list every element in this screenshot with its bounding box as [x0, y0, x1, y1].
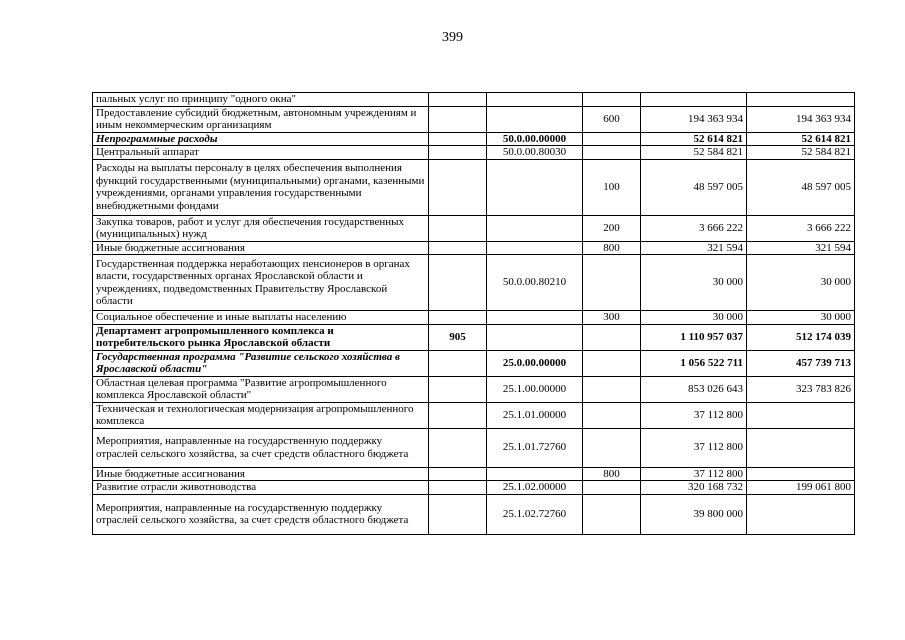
target-article-cell: 25.0.00.00000	[487, 350, 583, 376]
target-article-cell	[487, 241, 583, 255]
expense-type-cell	[583, 494, 641, 534]
amount-year2-cell	[747, 402, 855, 428]
table-row	[93, 132, 855, 146]
amount-year1-cell: 853 026 643	[641, 376, 747, 402]
target-article-cell	[487, 215, 583, 241]
amount-year2-cell	[747, 428, 855, 467]
ministry-code-cell	[429, 106, 487, 132]
target-article-cell: 50.0.00.00000	[487, 132, 583, 146]
expense-type-cell	[583, 132, 641, 146]
amount-year1-cell	[641, 93, 747, 107]
amount-year1-cell: 194 363 934	[641, 106, 747, 132]
table-row	[93, 255, 855, 311]
expense-type-cell: 200	[583, 215, 641, 241]
table-row	[93, 494, 855, 534]
ministry-code-cell	[429, 255, 487, 311]
expense-type-cell	[583, 428, 641, 467]
table-row	[93, 324, 855, 350]
ministry-code-cell	[429, 428, 487, 467]
ministry-code-cell	[429, 93, 487, 107]
target-article-cell: 50.0.00.80210	[487, 255, 583, 311]
table-row	[93, 402, 855, 428]
row-name-cell: пальных услуг по принципу "одного окна"	[93, 93, 429, 107]
amount-year2-cell	[747, 494, 855, 534]
expense-type-cell	[583, 402, 641, 428]
table-row	[93, 146, 855, 160]
target-article-cell	[487, 159, 583, 215]
row-name-cell: Закупка товаров, работ и услуг для обеспечения государственных (муниципальных) нужд	[93, 215, 429, 241]
amount-year1-cell: 37 112 800	[641, 428, 747, 467]
amount-year2-cell: 512 174 039	[747, 324, 855, 350]
amount-year2-cell: 30 000	[747, 311, 855, 325]
table-row	[93, 428, 855, 467]
expense-type-cell: 800	[583, 467, 641, 481]
expense-type-cell	[583, 376, 641, 402]
amount-year1-cell: 3 666 222	[641, 215, 747, 241]
table-row	[93, 93, 855, 107]
amount-year1-cell: 52 614 821	[641, 132, 747, 146]
ministry-code-cell	[429, 215, 487, 241]
amount-year2-cell: 3 666 222	[747, 215, 855, 241]
amount-year1-cell: 320 168 732	[641, 481, 747, 495]
expense-type-cell	[583, 324, 641, 350]
ministry-code-cell	[429, 467, 487, 481]
row-name-cell: Социальное обеспечение и иные выплаты населению	[93, 311, 429, 325]
row-name-cell: Расходы на выплаты персоналу в целях обеспечения выполнения функций государственными (муниципальными) органами, казенными учреждениями, органами управления государственными внебюджетными фондами	[93, 159, 429, 215]
row-name-cell: Иные бюджетные ассигнования	[93, 467, 429, 481]
expense-type-cell: 800	[583, 241, 641, 255]
amount-year2-cell: 321 594	[747, 241, 855, 255]
ministry-code-cell	[429, 481, 487, 495]
table-row	[93, 467, 855, 481]
target-article-cell	[487, 324, 583, 350]
row-name-cell: Государственная программа "Развитие сельского хозяйства в Ярославской области"	[93, 350, 429, 376]
expense-type-cell	[583, 146, 641, 160]
row-name-cell: Государственная поддержка неработающих пенсионеров в органах власти, государственных органах Ярославской области и учреждениях, подведомственных Правительству Ярославской области	[93, 255, 429, 311]
row-name-cell: Центральный аппарат	[93, 146, 429, 160]
target-article-cell: 25.1.01.72760	[487, 428, 583, 467]
ministry-code-cell	[429, 350, 487, 376]
ministry-code-cell	[429, 311, 487, 325]
target-article-cell: 50.0.00.80030	[487, 146, 583, 160]
expense-type-cell	[583, 255, 641, 311]
amount-year2-cell: 48 597 005	[747, 159, 855, 215]
amount-year1-cell: 1 110 957 037	[641, 324, 747, 350]
row-name-cell: Департамент агропромышленного комплекса и потребительского рынка Ярославской области	[93, 324, 429, 350]
ministry-code-cell: 905	[429, 324, 487, 350]
expense-type-cell: 300	[583, 311, 641, 325]
target-article-cell: 25.1.02.00000	[487, 481, 583, 495]
ministry-code-cell	[429, 494, 487, 534]
amount-year2-cell: 30 000	[747, 255, 855, 311]
amount-year2-cell: 199 061 800	[747, 481, 855, 495]
amount-year1-cell: 321 594	[641, 241, 747, 255]
amount-year1-cell: 48 597 005	[641, 159, 747, 215]
expense-type-cell	[583, 481, 641, 495]
table-row	[93, 159, 855, 215]
row-name-cell: Иные бюджетные ассигнования	[93, 241, 429, 255]
table-row	[93, 481, 855, 495]
target-article-cell: 25.1.01.00000	[487, 402, 583, 428]
expense-type-cell: 600	[583, 106, 641, 132]
table-row	[93, 215, 855, 241]
ministry-code-cell	[429, 241, 487, 255]
table-row	[93, 311, 855, 325]
row-name-cell: Развитие отрасли животноводства	[93, 481, 429, 495]
target-article-cell	[487, 467, 583, 481]
row-name-cell: Областная целевая программа "Развитие агропромышленного комплекса Ярославской области"	[93, 376, 429, 402]
row-name-cell: Предоставление субсидий бюджетным, автономным учреждениям и иным некоммерческим организациям	[93, 106, 429, 132]
amount-year1-cell: 30 000	[641, 311, 747, 325]
amount-year1-cell: 30 000	[641, 255, 747, 311]
target-article-cell: 25.1.02.72760	[487, 494, 583, 534]
amount-year1-cell: 37 112 800	[641, 402, 747, 428]
ministry-code-cell	[429, 132, 487, 146]
row-name-cell: Непрограммные расходы	[93, 132, 429, 146]
target-article-cell: 25.1.00.00000	[487, 376, 583, 402]
table-row	[93, 350, 855, 376]
amount-year2-cell: 323 783 826	[747, 376, 855, 402]
table-row	[93, 241, 855, 255]
budget-table-body	[93, 93, 855, 535]
amount-year1-cell: 37 112 800	[641, 467, 747, 481]
row-name-cell: Мероприятия, направленные на государственную поддержку отраслей сельского хозяйства, за счет средств областного бюджета	[93, 494, 429, 534]
expense-type-cell: 100	[583, 159, 641, 215]
target-article-cell	[487, 106, 583, 132]
page-number: 399	[442, 30, 463, 45]
row-name-cell: Техническая и технологическая модернизация агропромышленного комплекса	[93, 402, 429, 428]
table-row	[93, 106, 855, 132]
amount-year2-cell	[747, 467, 855, 481]
expense-type-cell	[583, 93, 641, 107]
amount-year2-cell: 52 614 821	[747, 132, 855, 146]
table-row	[93, 376, 855, 402]
ministry-code-cell	[429, 159, 487, 215]
amount-year2-cell: 194 363 934	[747, 106, 855, 132]
budget-table	[92, 92, 855, 535]
row-name-cell: Мероприятия, направленные на государственную поддержку отраслей сельского хозяйства, за счет средств областного бюджета	[93, 428, 429, 467]
target-article-cell	[487, 311, 583, 325]
target-article-cell	[487, 93, 583, 107]
ministry-code-cell	[429, 376, 487, 402]
expense-type-cell	[583, 350, 641, 376]
amount-year2-cell: 52 584 821	[747, 146, 855, 160]
ministry-code-cell	[429, 402, 487, 428]
amount-year2-cell	[747, 93, 855, 107]
amount-year2-cell: 457 739 713	[747, 350, 855, 376]
amount-year1-cell: 39 800 000	[641, 494, 747, 534]
amount-year1-cell: 52 584 821	[641, 146, 747, 160]
amount-year1-cell: 1 056 522 711	[641, 350, 747, 376]
ministry-code-cell	[429, 146, 487, 160]
